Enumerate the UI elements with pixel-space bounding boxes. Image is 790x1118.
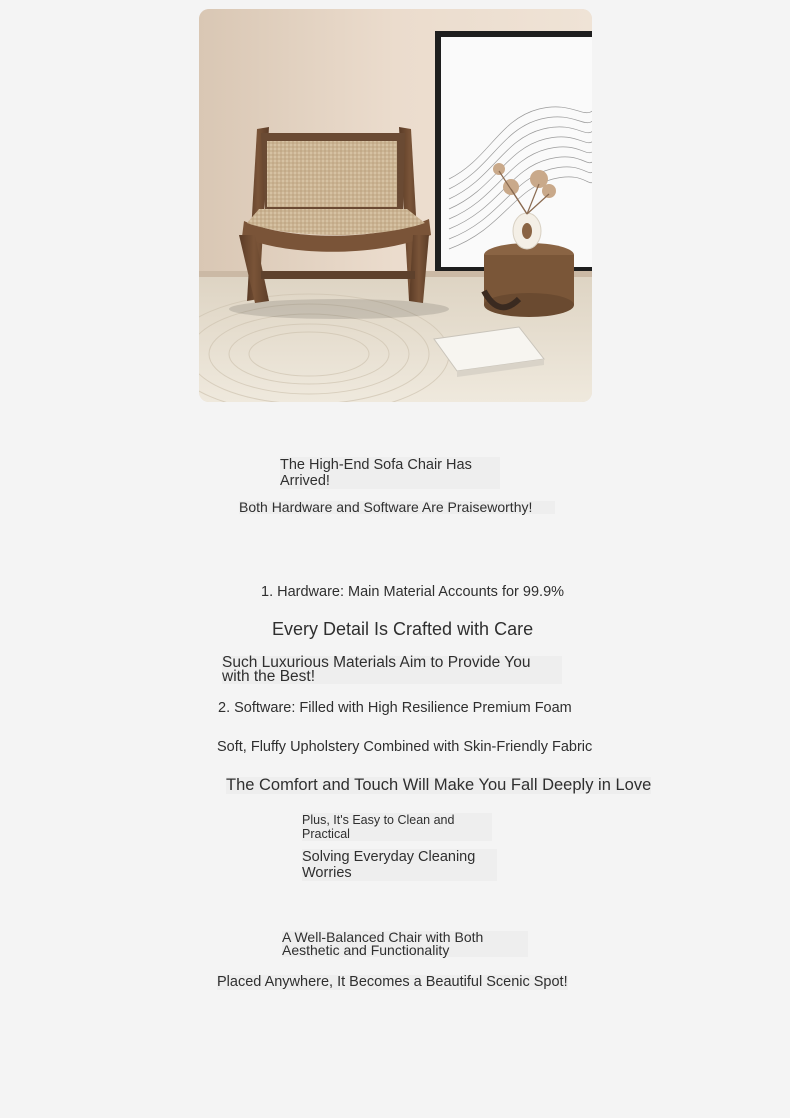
headline-detail: Every Detail Is Crafted with Care bbox=[272, 619, 534, 639]
headline-luxurious: Such Luxurious Materials Aim to Provide You with the Best! bbox=[222, 656, 562, 684]
headline-praiseworthy: Both Hardware and Software Are Praiseworthy! bbox=[239, 501, 555, 514]
headline-upholstery: Soft, Fluffy Upholstery Combined with Skin-Friendly Fabric bbox=[217, 739, 593, 755]
headline-comfort: The Comfort and Touch Will Make You Fall Deeply in Love bbox=[226, 776, 652, 794]
headline-software: 2. Software: Filled with High Resilience Premium Foam bbox=[218, 700, 572, 716]
headline-arrived: The High-End Sofa Chair Has Arrived! bbox=[280, 457, 500, 489]
hero-product-image bbox=[199, 9, 592, 402]
headline-worries: Solving Everyday Cleaning Worries bbox=[302, 849, 497, 881]
chair-scene-illustration bbox=[199, 9, 592, 402]
headline-balanced: A Well-Balanced Chair with Both Aesthetic and Functionality bbox=[282, 931, 528, 957]
headline-scenic: Placed Anywhere, It Becomes a Beautiful Scenic Spot! bbox=[217, 974, 568, 990]
headline-hardware: 1. Hardware: Main Material Accounts for 99.9% bbox=[261, 584, 565, 600]
headline-easy-clean: Plus, It's Easy to Clean and Practical bbox=[302, 813, 492, 841]
